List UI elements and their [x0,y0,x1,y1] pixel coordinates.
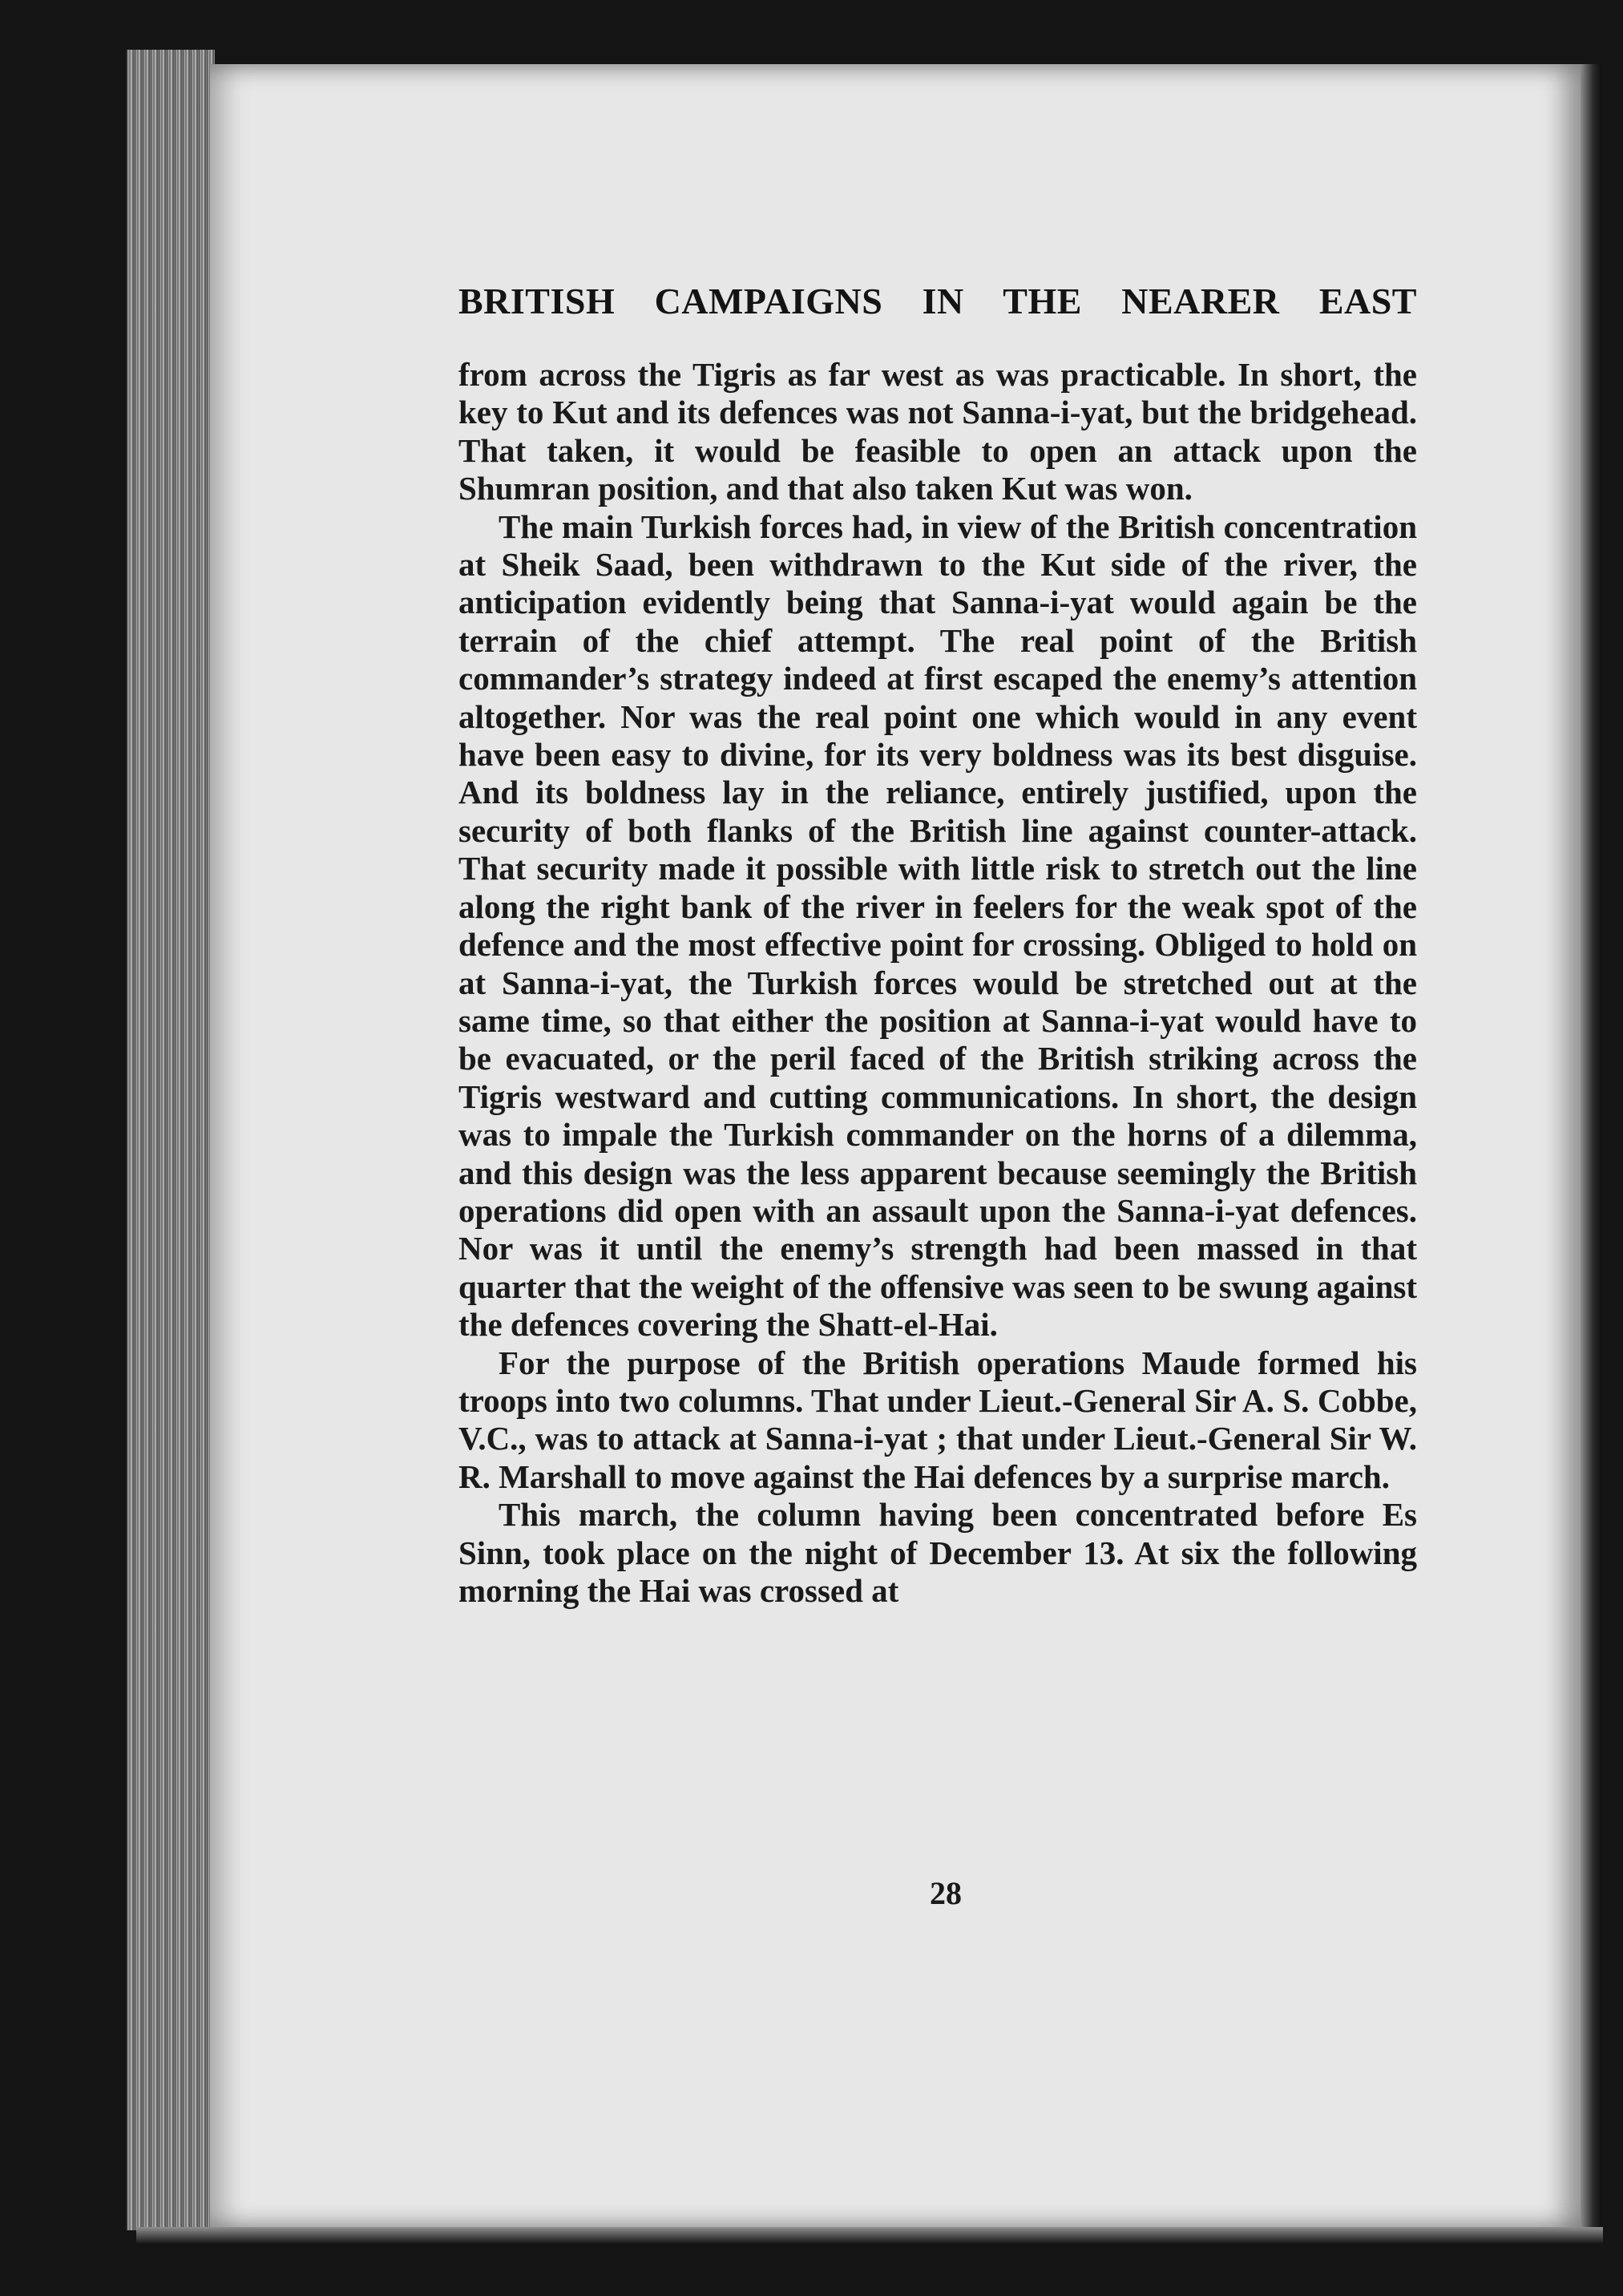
running-head: BRITISH CAMPAIGNS IN THE NEARER EAST [458,281,1417,321]
paragraph: This march, the column having been concentrated before Es Sinn, took place on the night of December 13. At six the following morning the Hai was crossed at [458,1496,1417,1609]
body-text [458,356,1417,1610]
paragraph: The main Turkish forces had, in view of the British concentration at Sheik Saad, been withdrawn to the Kut side of the river, the anticipation evidently being that Sanna-i-yat would again be the terrain of the chief attempt. The real point of the British commander’s strategy indeed at first escaped the enemy’s attention altogether. Nor was the real point one which would in any event have been easy to divine, for its very boldness was its best disguise. And its boldness lay in the reliance, entirely justified, upon the security of both flanks of the British line against counter-attack. That security made it possible with little risk to stretch out the line along the right bank of the river in feelers for the weak spot of the defence and the most effective point for crossing. Obliged to hold on at Sanna-i-yat, the Turkish forces would be stretched out at the same time, so that either the position at Sanna-i-yat would have to be evacuated, or the peril faced of the British striking across the Tigris westward and cutting communications. In short, the design was to impale the Turkish commander on the horns of a dilemma, and this design was the less apparent because seemingly the British operations did open with an assault upon the Sanna-i-yat defences. Nor was it until the enemy’s strength had been massed in that quarter that the weight of the offensive was seen to be swung against the defences covering the Shatt-el-Hai. [458,507,1417,1344]
book-fore-edge [127,50,215,2230]
page-bottom-shadow [136,2227,1603,2243]
page-number: 28 [930,1875,962,1911]
paragraph: from across the Tigris as far west as was practicable. In short, the key to Kut and its defences was not Sanna-i-yat, but the bridgehead. That taken, it would be feasible to open an attack upon the Shumran position, and that also taken Kut was won. [458,356,1417,507]
page-right-shadow [1581,64,1601,2229]
paragraph: For the purpose of the British operations Maude formed his troops into two columns. That under Lieut.-General Sir A. S. Cobbe, V.C., was to attack at Sanna-i-yat ; that under Lieut.-General Sir W. R. Marshall to move against the Hai defences by a surprise march. [458,1344,1417,1495]
